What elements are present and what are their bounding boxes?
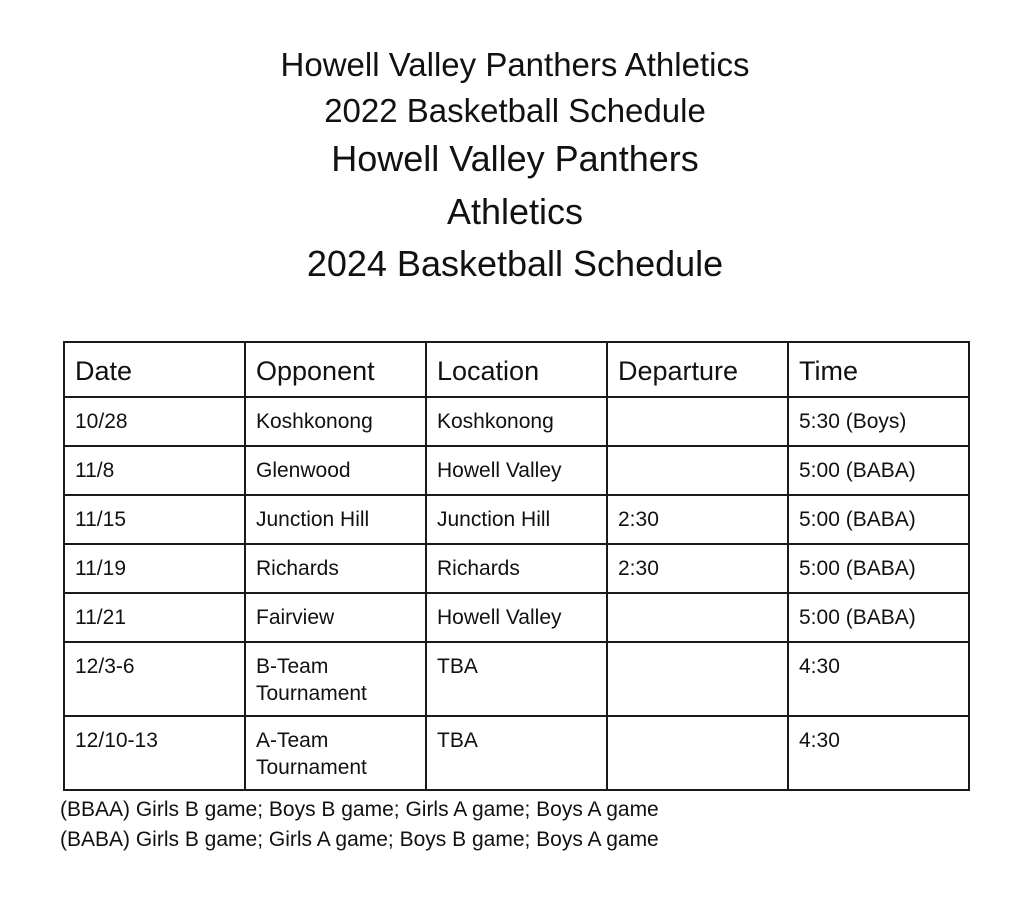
cell-location: Howell Valley <box>426 446 607 495</box>
legend-notes <box>60 795 659 855</box>
cell-opponent: B-Team Tournament <box>245 642 426 716</box>
column-header-opponent: Opponent <box>245 342 426 397</box>
page-title: Howell Valley Panthers Athletics <box>280 46 750 83</box>
column-header-location: Location <box>426 342 607 397</box>
table-row <box>64 446 969 495</box>
cell-departure <box>607 397 788 446</box>
cell-location: Howell Valley <box>426 593 607 642</box>
table-row <box>64 593 969 642</box>
column-header-departure: Departure <box>607 342 788 397</box>
page-subtitle: 2022 Basketball Schedule <box>324 92 706 129</box>
page-title-repeat-continued: Athletics <box>446 191 584 232</box>
cell-date: 11/19 <box>64 544 245 593</box>
table-row <box>64 495 969 544</box>
cell-time: 4:30 <box>788 716 969 790</box>
cell-opponent: Glenwood <box>245 446 426 495</box>
column-header-time: Time <box>788 342 969 397</box>
cell-location: TBA <box>426 716 607 790</box>
cell-date: 11/21 <box>64 593 245 642</box>
cell-time: 5:00 (BABA) <box>788 544 969 593</box>
cell-departure: 2:30 <box>607 544 788 593</box>
table-row <box>64 544 969 593</box>
cell-departure <box>607 446 788 495</box>
cell-opponent: Koshkonong <box>245 397 426 446</box>
cell-time: 5:00 (BABA) <box>788 446 969 495</box>
column-header-date: Date <box>64 342 245 397</box>
cell-date: 10/28 <box>64 397 245 446</box>
cell-departure <box>607 593 788 642</box>
table-row <box>64 716 969 790</box>
cell-opponent: Junction Hill <box>245 495 426 544</box>
legend-note-bbaa: (BBAA) Girls B game; Boys B game; Girls A game; Boys A game <box>60 798 659 821</box>
cell-date: 12/3-6 <box>64 642 245 716</box>
cell-location: Richards <box>426 544 607 593</box>
cell-time: 5:00 (BABA) <box>788 495 969 544</box>
page-subtitle-repeat: 2024 Basketball Schedule <box>306 243 724 284</box>
table-row <box>64 397 969 446</box>
schedule-table <box>63 341 970 791</box>
table-row <box>64 642 969 716</box>
cell-time: 5:00 (BABA) <box>788 593 969 642</box>
cell-time: 5:30 (Boys) <box>788 397 969 446</box>
cell-departure <box>607 716 788 790</box>
legend-note-baba: (BABA) Girls B game; Girls A game; Boys B game; Boys A game <box>60 828 659 851</box>
cell-location: Koshkonong <box>426 397 607 446</box>
cell-date: 11/15 <box>64 495 245 544</box>
cell-location: TBA <box>426 642 607 716</box>
cell-time: 4:30 <box>788 642 969 716</box>
cell-date: 12/10-13 <box>64 716 245 790</box>
table-header-row <box>64 342 969 397</box>
cell-location: Junction Hill <box>426 495 607 544</box>
cell-departure: 2:30 <box>607 495 788 544</box>
cell-opponent: Richards <box>245 544 426 593</box>
cell-date: 11/8 <box>64 446 245 495</box>
cell-opponent: Fairview <box>245 593 426 642</box>
cell-departure <box>607 642 788 716</box>
cell-opponent: A-Team Tournament <box>245 716 426 790</box>
page-title-repeat: Howell Valley Panthers <box>331 138 699 179</box>
